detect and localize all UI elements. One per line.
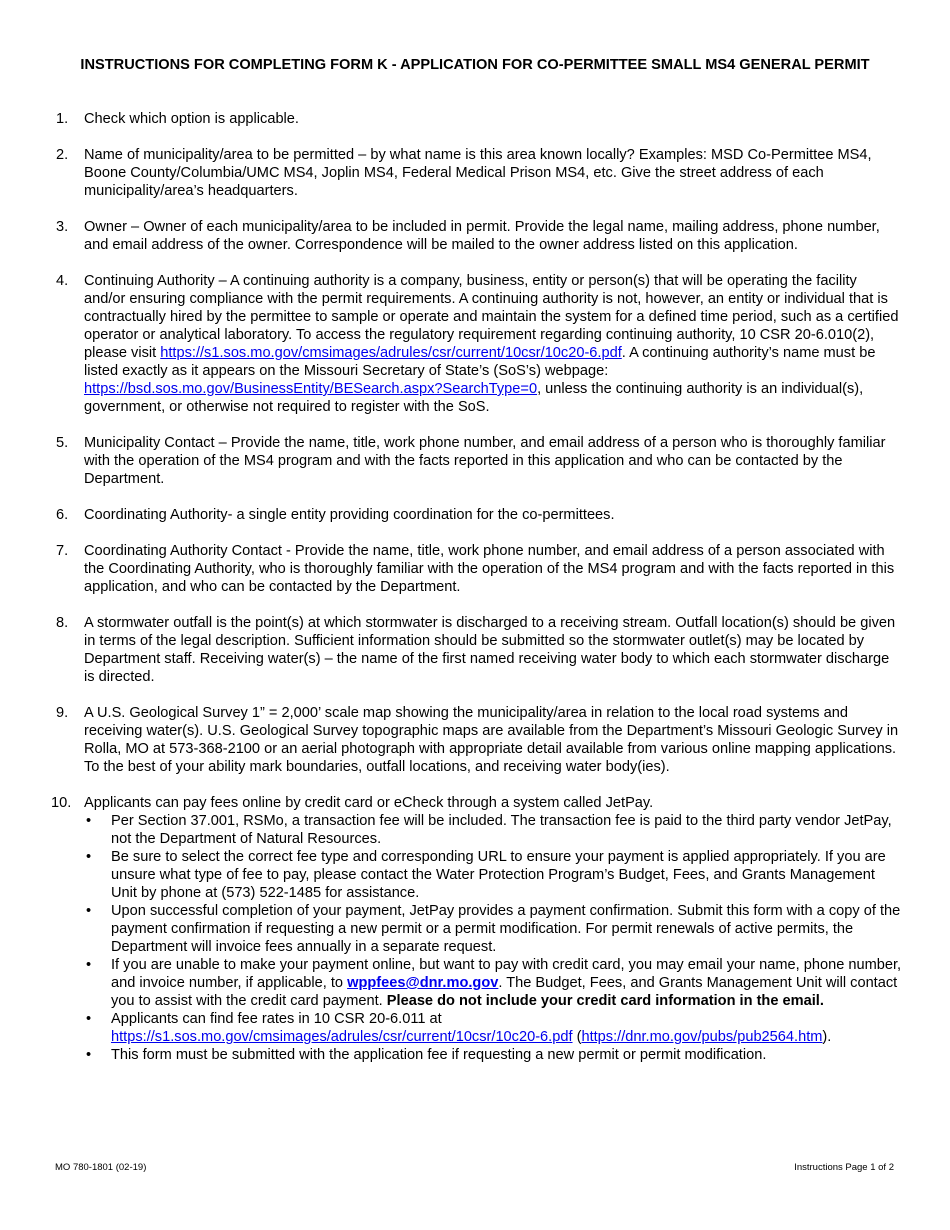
item-text: . A continuing authority’s name must be listed exactly as it appears on the Missouri Secretary of State’s (SoS’s) webpage: (84, 345, 876, 379)
bullet-text: ( (572, 1029, 582, 1045)
page-title: INSTRUCTIONS FOR COMPLETING FORM K - APPLICATION FOR CO-PERMITTEE SMALL MS4 GENERAL PERMIT (80, 57, 870, 73)
item-number: 7. (56, 543, 69, 559)
bullet-text: ). (822, 1029, 832, 1045)
item-number: 3. (56, 219, 69, 235)
item-text: Coordinating Authority- a single entity providing coordination for the co-permittees. (84, 507, 615, 523)
fees-email-link[interactable]: wppfees@dnr.mo.gov (347, 975, 499, 991)
item-number: 9. (56, 705, 69, 721)
item-text: Coordinating Authority Contact - Provide the name, title, work phone number, and email address of a person associated with the Coordinating Authority, who is thoroughly familiar with the operation of the MS4 program and with the facts reported in this application, and who can be contacted by the Department. (84, 543, 895, 595)
bullet-text: Applicants can find fee rates in 10 CSR 20-6.011 at (111, 1011, 442, 1027)
item-text: Continuing Authority – A continuing authority is a company, business, entity or person(s) that will be operating the facility and/or ensuring compliance with the permit requirements. A continuing authority is not, however, an entity or individual that is contractually hired by the permittee to sample or operate and maintain the system for a defined time period, such as a certified operator or analytical laboratory. To access the regulatory requirement regarding continuing authority, 10 CSR 20-6.010(2), please visit (84, 273, 899, 361)
bullet-text: Be sure to select the correct fee type and corresponding URL to ensure your payment is applied appropriately. If you are unsure what type of fee to pay, please contact the Water Protection Program’s Budget, Fees, and Grants Management Unit by phone at (573) 522-1485 for assistance. (111, 849, 886, 901)
item-number: 5. (56, 435, 69, 451)
instruction-item-4 (0, 272, 950, 416)
bullet-icon: • (86, 849, 92, 865)
fee-bullet-list (84, 812, 902, 1064)
continuing-authority-rule-link[interactable]: https://s1.sos.mo.gov/cmsimages/adrules/csr/current/10csr/10c20-6.pdf (160, 345, 622, 361)
bullet-text: Upon successful completion of your payment, JetPay provides a payment confirmation. Submit this form with a copy of the payment confirmation if requesting a new permit or a permit modification. For permit renewals of active permits, the Department will invoice fees annually in a separate request. (111, 903, 901, 955)
instruction-item-10 (0, 794, 950, 1064)
list-item (84, 1046, 902, 1064)
fee-publication-link[interactable]: https://dnr.mo.gov/pubs/pub2564.htm (581, 1029, 823, 1045)
item-text: Name of municipality/area to be permitted – by what name is this area known locally? Examples: MSD Co-Permittee MS4, Boone County/Columbia/UMC MS4, Joplin MS4, Federal Medical Prison MS4, etc. Give the street address of each municipality/area’s headquarters. (84, 147, 872, 199)
bullet-icon: • (86, 903, 92, 919)
item-text: Applicants can pay fees online by credit card or eCheck through a system called JetPay. (84, 795, 654, 811)
instruction-item-6 (0, 506, 950, 524)
item-number: 1. (56, 111, 69, 127)
instruction-item-9 (0, 704, 950, 776)
item-number: 4. (56, 273, 69, 289)
sos-business-search-link[interactable]: https://bsd.sos.mo.gov/BusinessEntity/BESearch.aspx?SearchType=0 (84, 381, 538, 397)
bullet-icon: • (86, 1047, 92, 1063)
bullet-icon: • (86, 813, 92, 829)
fee-rates-rule-link[interactable]: https://s1.sos.mo.gov/cmsimages/adrules/csr/current/10csr/10c20-6.pdf (111, 1029, 573, 1045)
item-text: Municipality Contact – Provide the name, title, work phone number, and email address of a person who is thoroughly familiar with the operation of the MS4 program and with the facts reported in this application and who can be contacted by the Department. (84, 435, 886, 487)
item-text: A stormwater outfall is the point(s) at which stormwater is discharged to a receiving stream. Outfall location(s) should be given in terms of the legal description. Sufficient information should be submitted so the stormwater outlet(s) may be located by Department staff. Receiving water(s) – the name of the first named receiving water body to which each stormwater discharge is directed. (84, 615, 896, 685)
list-item (84, 902, 902, 956)
instruction-item-3 (0, 218, 950, 254)
list-item (84, 1010, 902, 1046)
item-text: , unless the continuing authority is an individual(s), government, or otherwise not required to register with the SoS. (84, 381, 864, 415)
instruction-item-5 (0, 434, 950, 488)
bullet-text: If you are unable to make your payment online, but want to pay with credit card, you may email your name, phone number, and invoice number, if applicable, to (111, 957, 902, 991)
bullet-text: This form must be submitted with the application fee if requesting a new permit or permit modification. (111, 1047, 767, 1063)
item-number: 6. (56, 507, 69, 523)
instruction-item-1 (0, 110, 950, 128)
item-number: 2. (56, 147, 69, 163)
item-text: Check which option is applicable. (84, 111, 299, 127)
bullet-icon: • (86, 957, 92, 973)
instruction-item-8 (0, 614, 950, 686)
item-number: 8. (56, 615, 69, 631)
item-number: 10. (51, 795, 72, 811)
bullet-icon: • (86, 1011, 92, 1027)
item-text: A U.S. Geological Survey 1” = 2,000’ scale map showing the municipality/area in relation to the local road systems and receiving water(s). U.S. Geological Survey topographic maps are available from the Department’s Missouri Geologic Survey in Rolla, MO at 573-368-2100 or an aerial photograph with appropriate detail available from various online mapping applications. To the best of your ability mark boundaries, outfall locations, and receiving water body(ies). (84, 705, 899, 775)
page-number: Instructions Page 1 of 2 (794, 1162, 894, 1173)
list-item (84, 956, 902, 1010)
list-item (84, 812, 902, 848)
instruction-list (0, 110, 950, 1082)
bullet-text: . The Budget, Fees, and Grants Management Unit will contact you to assist with the credit card payment. (111, 975, 898, 1009)
bullet-text: Per Section 37.001, RSMo, a transaction fee will be included. The transaction fee is paid to the third party vendor JetPay, not the Department of Natural Resources. (111, 813, 892, 847)
form-number: MO 780-1801 (02-19) (55, 1162, 147, 1173)
instruction-item-2 (0, 146, 950, 200)
list-item (84, 848, 902, 902)
item-text: Owner – Owner of each municipality/area to be included in permit. Provide the legal name, mailing address, phone number, and email address of the owner. Correspondence will be mailed to the owner address listed on this application. (84, 219, 880, 253)
credit-card-warning: Please do not include your credit card information in the email. (386, 993, 824, 1009)
instruction-item-7 (0, 542, 950, 596)
